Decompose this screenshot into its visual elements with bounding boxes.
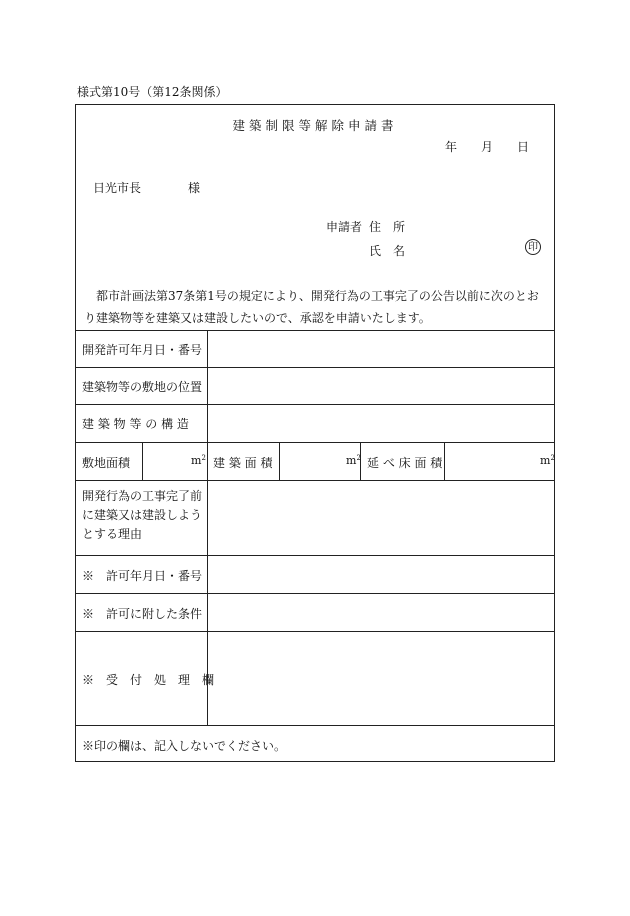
honorific: 様 <box>188 181 201 195</box>
application-form <box>75 104 555 762</box>
unit-total-floor-area: $m^2$ <box>540 454 555 467</box>
column-divider <box>207 442 208 480</box>
table-divider <box>76 442 554 443</box>
column-divider <box>142 442 143 480</box>
column-divider <box>444 442 445 480</box>
table-divider <box>76 725 554 726</box>
label-building-site-location: 建築物等の敷地の位置 <box>82 380 203 394</box>
label-office-permit-conditions: ※ 許可に附した条件 <box>82 607 203 621</box>
label-office-reception: ※ 受 付 処 理 欄 <box>82 673 215 687</box>
label-reason: 開発行為の工事完了前に建築又は建設しようとする理由 <box>82 489 203 541</box>
table-divider <box>76 480 554 481</box>
label-building-structure: 建 築 物 等 の 構 造 <box>82 417 189 431</box>
application-statement: 都市計画法第37条第1号の規定により、開発行為の工事完了の公告以前に次のとおり建築物等を建築又は建設したいので、承認を申請いたします。 <box>84 289 539 325</box>
table-divider <box>76 555 554 556</box>
unit-building-area: $m^2$ <box>346 454 361 467</box>
label-permit-date-number: 開発許可年月日・番号 <box>82 343 203 357</box>
date-year-label: 年 <box>445 140 458 154</box>
footnote: ※印の欄は、記入しないでください。 <box>82 739 287 753</box>
applicant-address-label: 住 所 <box>369 220 406 234</box>
table-divider <box>76 631 554 632</box>
table-divider <box>76 367 554 368</box>
form-number: 様式第10号（第12条関係） <box>77 85 228 99</box>
column-divider <box>207 330 208 442</box>
column-divider <box>207 480 208 725</box>
column-divider <box>279 442 280 480</box>
label-site-area: 敷地面積 <box>82 456 131 470</box>
table-divider <box>76 593 554 594</box>
table-divider <box>76 404 554 405</box>
date-month-label: 月 <box>481 140 494 154</box>
label-building-area: 建 築 面 積 <box>213 456 273 470</box>
label-total-floor-area: 延 べ 床 面 積 <box>367 456 443 470</box>
form-title: 建築制限等解除申請書 <box>232 118 398 133</box>
addressee: 日光市長 <box>93 181 142 195</box>
applicant-name-label: 氏 名 <box>369 244 406 258</box>
unit-site-area: $m^2$ <box>191 454 206 467</box>
table-divider <box>76 330 554 331</box>
applicant-label: 申請者 <box>326 220 363 234</box>
label-office-permit-date-number: ※ 許可年月日・番号 <box>82 569 203 583</box>
date-day-label: 日 <box>517 140 530 154</box>
seal-mark: 印 <box>525 239 541 255</box>
